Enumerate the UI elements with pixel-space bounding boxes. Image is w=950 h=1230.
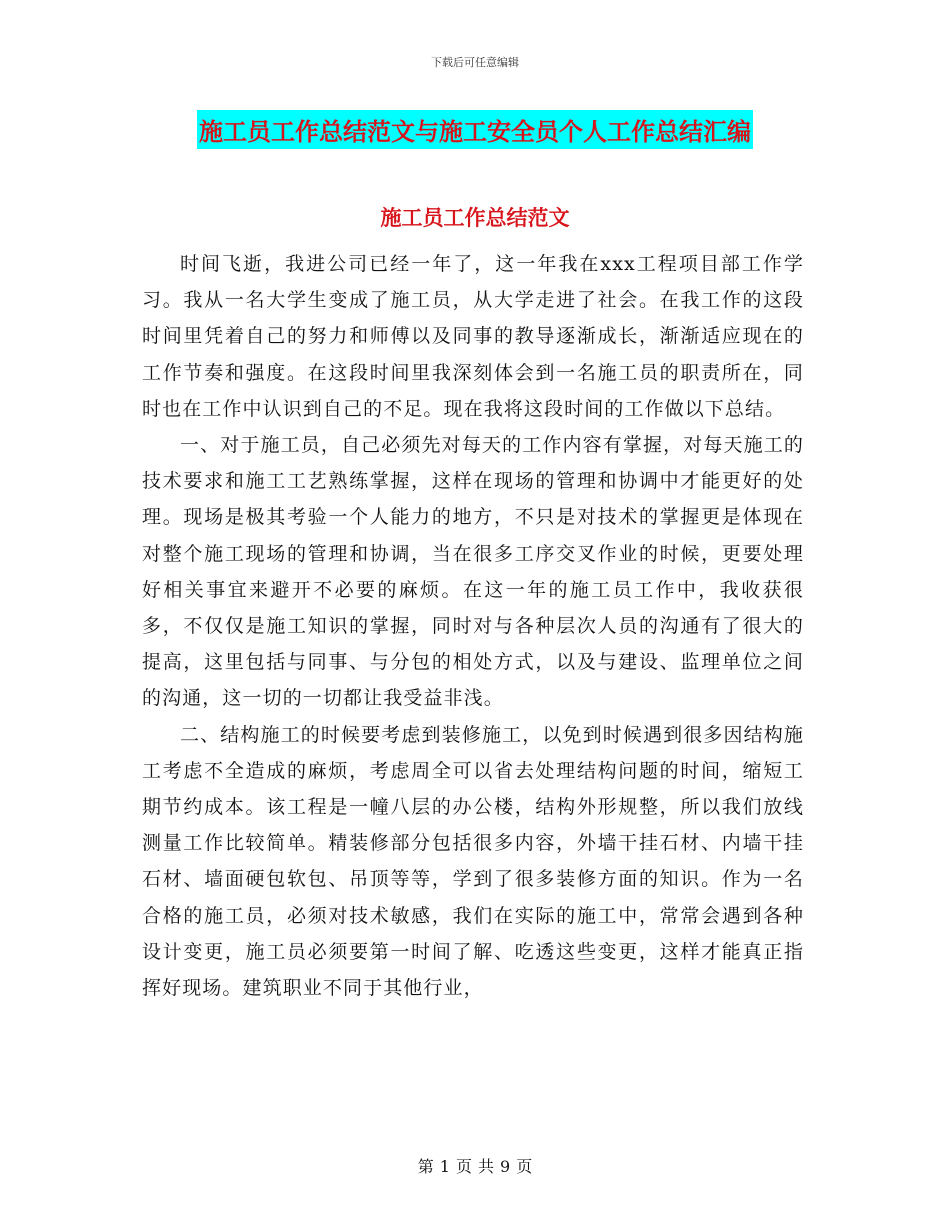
page-footer xyxy=(0,1154,950,1177)
section-title: 施工员工作总结范文 xyxy=(380,205,570,230)
header-note: 下载后可任意编辑 xyxy=(431,56,519,69)
document-body xyxy=(142,246,804,1006)
footer-page-unit: 页 xyxy=(455,1157,472,1176)
body-paragraph: 二、结构施工的时候要考虑到装修施工，以免到时候遇到很多因结构施工考虑不全造成的麻烦，考虑周全可以省去处理结构问题的时间，缩短工期节约成本。该工程是一幢八层的办公楼，结构外形规整，所以我们放线测量工作比较简单。精装修部分包括很多内容，外墙干挂石材、内墙干挂石材、墙面硬包软包、吊顶等等，学到了很多装修方面的知识。作为一名合格的施工员，必须对技术敏感，我们在实际的施工中，常常会遇到各种设计变更，施工员必须要第一时间了解、吃透这些变更，这样才能真正指挥好现场。建筑职业不同于其他行业， xyxy=(142,723,804,1000)
body-paragraph: 一、对于施工员，自己必须先对每天的工作内容有掌握，对每天施工的技术要求和施工工艺熟练掌握，这样在现场的管理和协调中才能更好的处理。现场是极其考验一个人能力的地方，不只是对技术的掌握更是体现在对整个施工现场的管理和协调，当在很多工序交叉作业的时候，更要处理好相关事宜来避开不必要的麻烦。在这一年的施工员工作中，我收获很多，不仅仅是施工知识的掌握，同时对与各种层次人员的沟通有了很大的提高，这里包括与同事、与分包的相处方式，以及与建设、监理单位之间的沟通，这一切的一切都让我受益非浅。 xyxy=(142,434,804,710)
footer-prefix: 第 xyxy=(417,1157,434,1176)
footer-total-prefix: 共 xyxy=(478,1157,495,1176)
current-page-number: 1 xyxy=(439,1157,450,1176)
document-title: 施工员工作总结范文与施工安全员个人工作总结汇编 xyxy=(197,110,753,149)
total-pages-number: 9 xyxy=(500,1157,511,1176)
footer-total-unit: 页 xyxy=(516,1157,533,1176)
document-title-container xyxy=(0,110,950,149)
body-paragraph: 时间飞逝，我进公司已经一年了，这一年我在xxx工程项目部工作学习。我从一名大学生变成了施工员，从大学走进了社会。在我工作的这段时间里凭着自己的努力和师傅以及同事的教导逐渐成长，渐渐适应现在的工作节奏和强度。在这段时间里我深刻体会到一名施工员的职责所在，同时也在工作中认识到自己的不足。现在我将这段时间的工作做以下总结。 xyxy=(142,253,804,420)
